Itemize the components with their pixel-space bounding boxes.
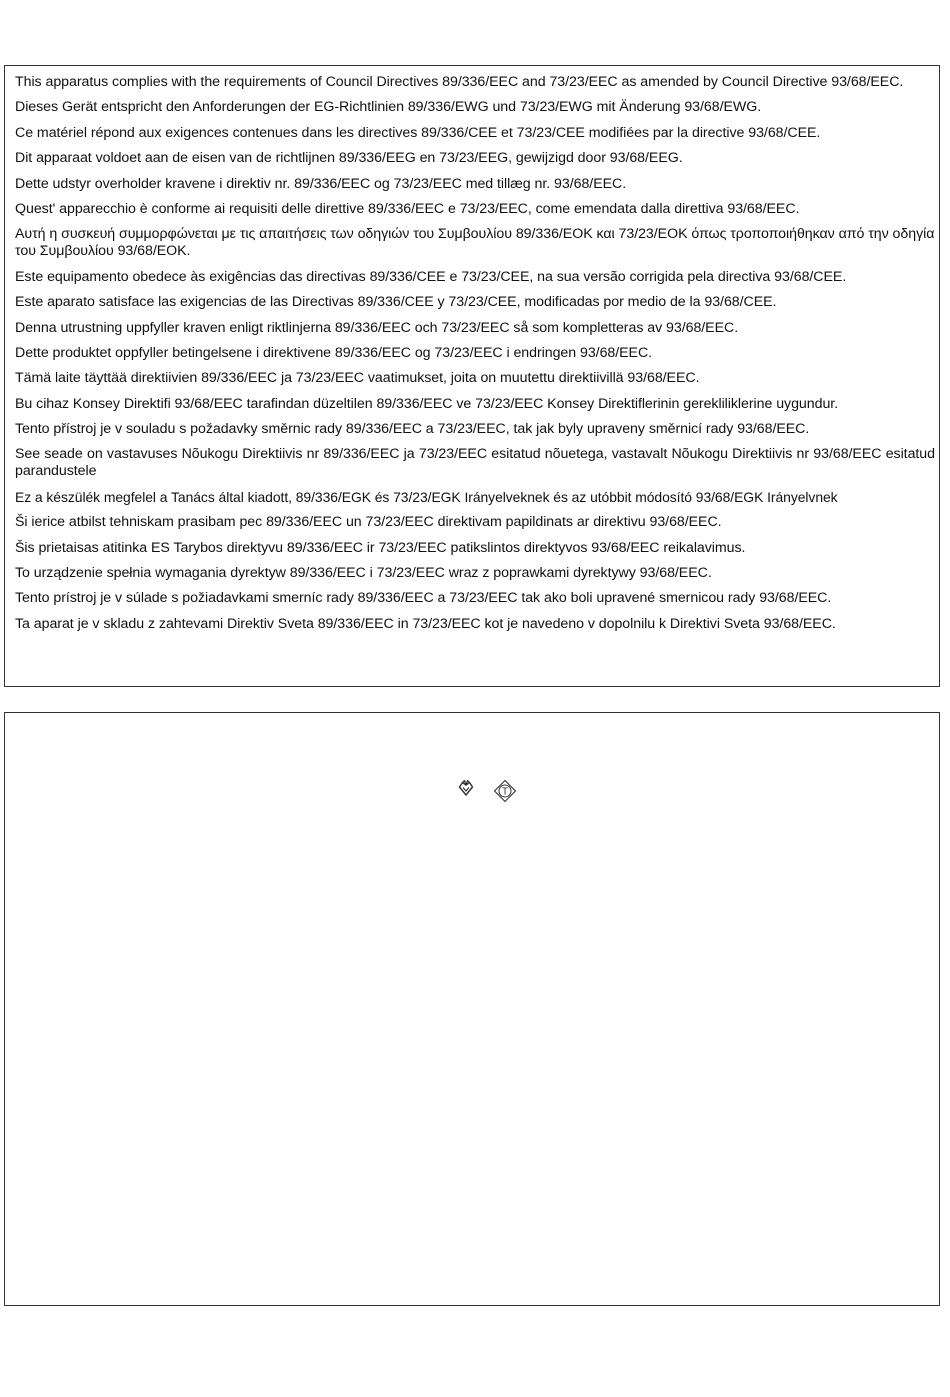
statement-cs: Tento přístroj je v souladu s požadavky směrnic rady 89/336/EEC a 73/23/EEC, tak jak byly upraveny směrnicí rady 93/68/EEC.	[15, 421, 810, 438]
statement-tr: Bu cihaz Konsey Direktifi 93/68/EEC tarafindan düzeltilen 89/336/EEC ve 73/23/EEC Konsey Direktiflerinin gerekliliklerine uygundur.	[15, 395, 839, 412]
statement-es: Este aparato satisface las exigencias de las Directivas 89/336/CEE y 73/23/CEE, modificadas por medio de la 93/68/CEE.	[15, 294, 777, 311]
tuv-mark-letter: T	[501, 786, 509, 798]
statement-sv: Denna utrustning uppfyller kraven enligt riktlinjerna 89/336/EEC och 73/23/EEC så som kompletteras av 93/68/EEC.	[15, 319, 739, 336]
statement-pt: Este equipamento obedece às exigências das directivas 89/336/CEE e 73/23/CEE, na sua versão corrigida pela directiva 93/68/CEE.	[15, 268, 847, 285]
statement-no: Dette produktet oppfyller betingelsene i direktivene 89/336/EEC og 73/23/EEC i endringen 93/68/EEC.	[15, 344, 653, 361]
statement-el: Αυτή η συσκευή συμμορφώνεται με τις απαιτήσεις των οδηγιών του Συμβουλίου 89/336/ΕΟΚ και 73/23/ΕΟΚ όπως τροποποιήθηκαν από την οδηγία του Συμβουλίου 93/68/ΕΟΚ.	[15, 226, 935, 260]
certification-marks	[451, 779, 521, 807]
statement-lt: Šis prietaisas atitinka ES Tarybos direktyvu 89/336/EEC ir 73/23/EEC patikslintos direktyvos 93/68/EEC reikalavimus.	[15, 539, 746, 556]
statement-et: See seade on vastavuses Nõukogu Direktiivis nr 89/336/EEC ja 73/23/EEC esitatud nõuetega, vastavalt Nõukogu Direktiivis nr 93/68/EEC esitatud parandustele	[15, 446, 935, 480]
tuv-t-diamond-icon	[493, 779, 517, 803]
statement-hu: Ez a készülék megfelel a Tanács által kiadott, 89/336/EGK és 73/23/EGK Irányelveknek és az utóbbit módosító 93/68/EGK Irányelvnek	[15, 488, 838, 505]
statement-pl: To urządzenie spełnia wymagania dyrektyw 89/336/EEC i 73/23/EEC wraz z poprawkami dyrektywy 93/68/EEC.	[15, 565, 712, 582]
statement-fr: Ce matériel répond aux exigences contenues dans les directives 89/336/CEE et 73/23/CEE modifiées par la directive 93/68/CEE.	[15, 124, 821, 141]
statement-lv: Ši ierice atbilst tehniskam prasibam pec 89/336/EEC un 73/23/EEC direktivam papildinats ar direktivu 93/68/EEC.	[15, 514, 722, 531]
statement-en: This apparatus complies with the requirements of Council Directives 89/336/EEC and 73/23/EEC as amended by Council Directive 93/68/EEC.	[15, 74, 904, 90]
certification-marks-box	[4, 712, 940, 1306]
statement-sk: Tento prístroj je v súlade s požiadavkami smerníc rady 89/336/EEC a 73/23/EEC tak ako boli upravené smernicou rady 93/68/EEC.	[15, 590, 832, 607]
statement-de: Dieses Gerät entspricht den Anforderungen der EG-Richtlinien 89/336/EWG und 73/23/EWG mit Änderung 93/68/EWG.	[15, 99, 762, 116]
statement-sl: Ta aparat je v skladu z zahtevami Direktiv Sveta 89/336/EEC in 73/23/EEC kot je navedeno v dopolnilu k Direktivi Sveta 93/68/EEC.	[15, 615, 836, 632]
statement-fi: Tämä laite täyttää direktiivien 89/336/EEC ja 73/23/EEC vaatimukset, joita on muutettu direktiivillä 93/68/EEC.	[15, 370, 700, 387]
statement-da: Dette udstyr overholder kravene i direktiv nr. 89/336/EEC og 73/23/EEC med tillæg nr. 93/68/EEC.	[15, 175, 627, 192]
statement-nl: Dit apparaat voldoet aan de eisen van de richtlijnen 89/336/EEG en 73/23/EEG, gewijzigd door 93/68/EEG.	[15, 150, 683, 167]
bsi-kitemark-icon	[457, 779, 475, 797]
compliance-statements-box	[4, 65, 940, 687]
statement-it: Quest' apparecchio è conforme ai requisiti delle direttive 89/336/EEC e 73/23/EEC, come emendata dalla direttiva 93/68/EEC.	[15, 200, 800, 217]
